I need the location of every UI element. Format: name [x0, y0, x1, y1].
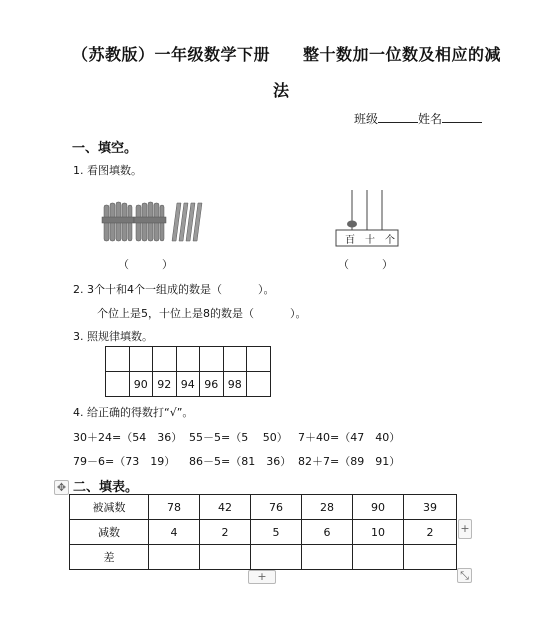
- table-cell: 78: [149, 495, 200, 520]
- pattern-cell[interactable]: 94: [176, 372, 200, 397]
- q1-text: 1. 看图填数。: [73, 164, 142, 177]
- q4-item: [298, 429, 400, 445]
- abacus-labels: [345, 231, 395, 246]
- table-row-subtrahend: [70, 520, 457, 545]
- q4-expr: 30＋24=: [73, 431, 122, 444]
- abacus-bead: [347, 221, 357, 228]
- q2-line1: [73, 281, 275, 297]
- pattern-cell[interactable]: [247, 347, 271, 372]
- pattern-cell[interactable]: [176, 347, 200, 372]
- q4-expr: 86－5=: [189, 455, 231, 468]
- subtraction-table: [69, 494, 457, 570]
- name-label: 姓名: [418, 112, 443, 126]
- abacus-label-tens: 十: [365, 235, 375, 246]
- answer-cell[interactable]: [302, 545, 353, 570]
- table-resize-icon[interactable]: ⤡: [457, 568, 472, 583]
- abacus-label-ones: 个: [385, 235, 395, 246]
- row-header: 减数: [70, 520, 149, 545]
- bundle-of-ten-2: [134, 202, 166, 241]
- doc-title-line1: （苏教版）一年级数学下册 整十数加一位数及相应的减: [72, 45, 502, 64]
- q4-text: 4. 给正确的得数打“√”。: [73, 406, 194, 419]
- q4-item: [298, 453, 400, 469]
- pattern-table: [105, 346, 271, 397]
- table-cell: 4: [149, 520, 200, 545]
- pattern-cell[interactable]: [223, 347, 247, 372]
- table-cell: 76: [251, 495, 302, 520]
- q4-expr: 82＋7=: [298, 455, 340, 468]
- q2-line2-end: ）。: [290, 307, 307, 320]
- q4-choices[interactable]: （89 91）: [339, 455, 401, 468]
- q4-item: [189, 453, 291, 469]
- table-cell: 39: [404, 495, 457, 520]
- q2-line2-text: 个位上是5，十位上是8的数是（: [97, 307, 254, 320]
- answer-cell[interactable]: [404, 545, 457, 570]
- q1-right-answer: （ ）: [338, 258, 393, 271]
- row-header: 差: [70, 545, 149, 570]
- q4-choices[interactable]: （5 50）: [230, 431, 288, 444]
- table-cell: 2: [404, 520, 457, 545]
- table-cell: 90: [353, 495, 404, 520]
- q4-choices[interactable]: （73 19）: [114, 455, 176, 468]
- answer-cell[interactable]: [251, 545, 302, 570]
- table-row-difference: [70, 545, 457, 570]
- q4-item: [73, 453, 175, 469]
- q2-line1-text: 2. 3个十和4个一组成的数是（: [73, 283, 222, 296]
- add-row-button[interactable]: +: [248, 570, 276, 584]
- pattern-cell[interactable]: [106, 372, 130, 397]
- q2-line1-end: ）。: [258, 283, 275, 296]
- row-header: 被减数: [70, 495, 149, 520]
- doc-title-line2: 法: [273, 81, 290, 100]
- abacus-label-hundreds: 百: [345, 235, 355, 246]
- q3-text: 3. 照规律填数。: [73, 330, 153, 343]
- class-label: 班级: [354, 112, 379, 126]
- q1-left-answer: （ ）: [118, 258, 173, 271]
- answer-cell[interactable]: [149, 545, 200, 570]
- add-column-button[interactable]: +: [458, 519, 472, 539]
- pattern-cell[interactable]: [129, 347, 153, 372]
- table-cell: 6: [302, 520, 353, 545]
- pattern-row-2: [106, 372, 271, 397]
- q4-expr: 55－5=: [189, 431, 231, 444]
- q4-choices[interactable]: （54 36）: [121, 431, 183, 444]
- pattern-cell[interactable]: 96: [200, 372, 224, 397]
- pattern-cell[interactable]: 90: [129, 372, 153, 397]
- table-cell: 28: [302, 495, 353, 520]
- pattern-cell[interactable]: [106, 347, 130, 372]
- q4-expr: 7＋40=: [298, 431, 340, 444]
- q4-expr: 79－6=: [73, 455, 115, 468]
- single-sticks: [172, 203, 202, 241]
- name-blank: [442, 110, 482, 123]
- class-blank: [378, 110, 418, 123]
- bundle-of-ten-1: [102, 202, 134, 241]
- pattern-cell[interactable]: 92: [153, 372, 177, 397]
- answer-cell[interactable]: [353, 545, 404, 570]
- answer-cell[interactable]: [200, 545, 251, 570]
- q2-line2: [97, 305, 307, 321]
- section1-heading: 一、填空。: [72, 141, 138, 156]
- table-cell: 42: [200, 495, 251, 520]
- table-cell: 5: [251, 520, 302, 545]
- table-row-minuend: [70, 495, 457, 520]
- q4-item: [73, 429, 182, 445]
- table-cell: 10: [353, 520, 404, 545]
- q4-item: [189, 429, 288, 445]
- pattern-row-1: [106, 347, 271, 372]
- pattern-cell[interactable]: [200, 347, 224, 372]
- pattern-cell[interactable]: [247, 372, 271, 397]
- q4-choices[interactable]: （47 40）: [339, 431, 401, 444]
- class-name-line: [354, 110, 482, 127]
- table-move-handle-icon[interactable]: ✥: [54, 480, 69, 495]
- section2-heading: 二、填表。: [73, 480, 139, 495]
- sticks-bundle-image: [100, 197, 210, 245]
- table-cell: 2: [200, 520, 251, 545]
- q4-choices[interactable]: （81 36）: [230, 455, 292, 468]
- pattern-cell[interactable]: [153, 347, 177, 372]
- pattern-cell[interactable]: 98: [223, 372, 247, 397]
